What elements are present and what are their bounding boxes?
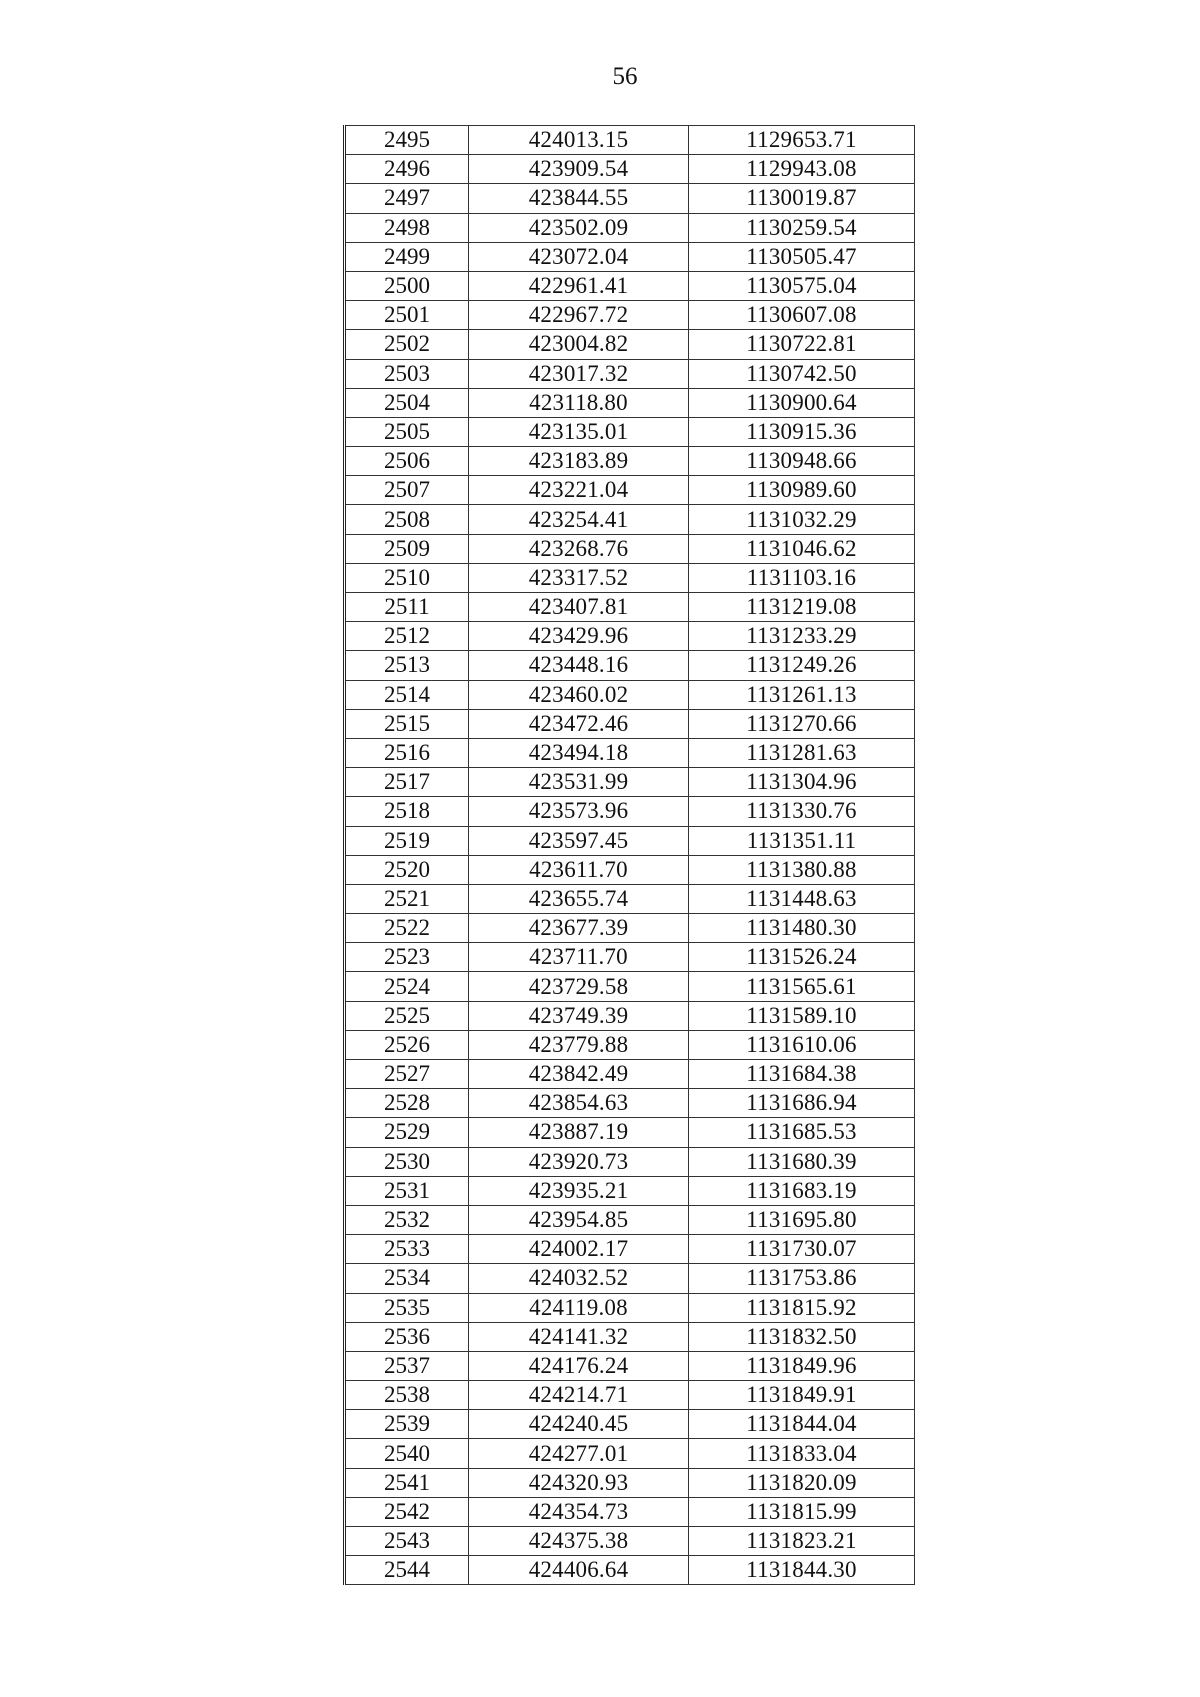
y-coordinate-cell: 1131695.80 — [689, 1205, 915, 1234]
x-coordinate-cell: 423407.81 — [469, 593, 689, 622]
table-row — [345, 1176, 915, 1205]
table-row — [345, 155, 915, 184]
table-body — [345, 126, 915, 1585]
x-coordinate-cell: 423118.80 — [469, 388, 689, 417]
table-row — [345, 1439, 915, 1468]
table-row — [345, 213, 915, 242]
x-coordinate-cell: 423677.39 — [469, 914, 689, 943]
y-coordinate-cell: 1131281.63 — [689, 738, 915, 767]
table-row — [345, 914, 915, 943]
x-coordinate-cell: 423472.46 — [469, 709, 689, 738]
point-number-cell: 2502 — [345, 330, 469, 359]
point-number-cell: 2540 — [345, 1439, 469, 1468]
point-number-cell: 2535 — [345, 1293, 469, 1322]
x-coordinate-cell: 423135.01 — [469, 417, 689, 446]
point-number-cell: 2511 — [345, 593, 469, 622]
point-number-cell: 2536 — [345, 1322, 469, 1351]
point-number-cell: 2523 — [345, 943, 469, 972]
point-number-cell: 2531 — [345, 1176, 469, 1205]
table-row — [345, 476, 915, 505]
x-coordinate-cell: 423072.04 — [469, 242, 689, 271]
y-coordinate-cell: 1131046.62 — [689, 534, 915, 563]
x-coordinate-cell: 424141.32 — [469, 1322, 689, 1351]
table-row — [345, 184, 915, 213]
y-coordinate-cell: 1130575.04 — [689, 271, 915, 300]
x-coordinate-cell: 423502.09 — [469, 213, 689, 242]
x-coordinate-cell: 423017.32 — [469, 359, 689, 388]
x-coordinate-cell: 423954.85 — [469, 1205, 689, 1234]
point-number-cell: 2514 — [345, 680, 469, 709]
table-row — [345, 330, 915, 359]
x-coordinate-cell: 423254.41 — [469, 505, 689, 534]
y-coordinate-cell: 1131685.53 — [689, 1118, 915, 1147]
y-coordinate-cell: 1131270.66 — [689, 709, 915, 738]
table-row — [345, 1030, 915, 1059]
x-coordinate-cell: 423460.02 — [469, 680, 689, 709]
coordinate-table — [343, 125, 915, 1585]
y-coordinate-cell: 1131844.04 — [689, 1410, 915, 1439]
x-coordinate-cell: 423887.19 — [469, 1118, 689, 1147]
y-coordinate-cell: 1131032.29 — [689, 505, 915, 534]
y-coordinate-cell: 1129653.71 — [689, 126, 915, 155]
table-row — [345, 417, 915, 446]
x-coordinate-cell: 423844.55 — [469, 184, 689, 213]
table-row — [345, 1235, 915, 1264]
y-coordinate-cell: 1131589.10 — [689, 1001, 915, 1030]
y-coordinate-cell: 1131233.29 — [689, 622, 915, 651]
table-row — [345, 1118, 915, 1147]
point-number-cell: 2496 — [345, 155, 469, 184]
y-coordinate-cell: 1131680.39 — [689, 1147, 915, 1176]
point-number-cell: 2534 — [345, 1264, 469, 1293]
x-coordinate-cell: 423221.04 — [469, 476, 689, 505]
x-coordinate-cell: 424176.24 — [469, 1351, 689, 1380]
point-number-cell: 2510 — [345, 563, 469, 592]
x-coordinate-cell: 423429.96 — [469, 622, 689, 651]
point-number-cell: 2519 — [345, 826, 469, 855]
point-number-cell: 2527 — [345, 1060, 469, 1089]
table-row — [345, 1060, 915, 1089]
table-row — [345, 271, 915, 300]
x-coordinate-cell: 423749.39 — [469, 1001, 689, 1030]
table-row — [345, 797, 915, 826]
table-row — [345, 1089, 915, 1118]
y-coordinate-cell: 1130900.64 — [689, 388, 915, 417]
x-coordinate-cell: 423573.96 — [469, 797, 689, 826]
y-coordinate-cell: 1130915.36 — [689, 417, 915, 446]
table-row — [345, 593, 915, 622]
table-row — [345, 1497, 915, 1526]
x-coordinate-cell: 423597.45 — [469, 826, 689, 855]
point-number-cell: 2530 — [345, 1147, 469, 1176]
x-coordinate-cell: 423448.16 — [469, 651, 689, 680]
point-number-cell: 2498 — [345, 213, 469, 242]
y-coordinate-cell: 1131448.63 — [689, 884, 915, 913]
point-number-cell: 2537 — [345, 1351, 469, 1380]
point-number-cell: 2508 — [345, 505, 469, 534]
y-coordinate-cell: 1131832.50 — [689, 1322, 915, 1351]
x-coordinate-cell: 423842.49 — [469, 1060, 689, 1089]
y-coordinate-cell: 1131844.30 — [689, 1556, 915, 1585]
table-row — [345, 943, 915, 972]
point-number-cell: 2513 — [345, 651, 469, 680]
y-coordinate-cell: 1130742.50 — [689, 359, 915, 388]
point-number-cell: 2517 — [345, 768, 469, 797]
page-number: 56 — [612, 63, 638, 90]
point-number-cell: 2515 — [345, 709, 469, 738]
table-row — [345, 1556, 915, 1585]
table-row — [345, 388, 915, 417]
x-coordinate-cell: 423711.70 — [469, 943, 689, 972]
x-coordinate-cell: 424119.08 — [469, 1293, 689, 1322]
table-row — [345, 1264, 915, 1293]
table-row — [345, 563, 915, 592]
table-row — [345, 242, 915, 271]
point-number-cell: 2539 — [345, 1410, 469, 1439]
y-coordinate-cell: 1131730.07 — [689, 1235, 915, 1264]
x-coordinate-cell: 423268.76 — [469, 534, 689, 563]
table-row — [345, 447, 915, 476]
y-coordinate-cell: 1131820.09 — [689, 1468, 915, 1497]
table-row — [345, 709, 915, 738]
y-coordinate-cell: 1131684.38 — [689, 1060, 915, 1089]
x-coordinate-cell: 423920.73 — [469, 1147, 689, 1176]
x-coordinate-cell: 423531.99 — [469, 768, 689, 797]
x-coordinate-cell: 423004.82 — [469, 330, 689, 359]
y-coordinate-cell: 1131103.16 — [689, 563, 915, 592]
point-number-cell: 2526 — [345, 1030, 469, 1059]
table-row — [345, 1293, 915, 1322]
x-coordinate-cell: 424277.01 — [469, 1439, 689, 1468]
table-row — [345, 1381, 915, 1410]
table-row — [345, 622, 915, 651]
table-row — [345, 1147, 915, 1176]
point-number-cell: 2516 — [345, 738, 469, 767]
x-coordinate-cell: 422961.41 — [469, 271, 689, 300]
x-coordinate-cell: 424354.73 — [469, 1497, 689, 1526]
table-row — [345, 534, 915, 563]
point-number-cell: 2521 — [345, 884, 469, 913]
y-coordinate-cell: 1130989.60 — [689, 476, 915, 505]
point-number-cell: 2507 — [345, 476, 469, 505]
y-coordinate-cell: 1131823.21 — [689, 1527, 915, 1556]
x-coordinate-cell: 423317.52 — [469, 563, 689, 592]
y-coordinate-cell: 1131526.24 — [689, 943, 915, 972]
y-coordinate-cell: 1131683.19 — [689, 1176, 915, 1205]
y-coordinate-cell: 1131249.26 — [689, 651, 915, 680]
point-number-cell: 2512 — [345, 622, 469, 651]
x-coordinate-cell: 423729.58 — [469, 972, 689, 1001]
point-number-cell: 2520 — [345, 855, 469, 884]
y-coordinate-cell: 1130505.47 — [689, 242, 915, 271]
x-coordinate-cell: 424375.38 — [469, 1527, 689, 1556]
x-coordinate-cell: 423611.70 — [469, 855, 689, 884]
point-number-cell: 2542 — [345, 1497, 469, 1526]
table-row — [345, 855, 915, 884]
y-coordinate-cell: 1131849.91 — [689, 1381, 915, 1410]
y-coordinate-cell: 1131686.94 — [689, 1089, 915, 1118]
point-number-cell: 2529 — [345, 1118, 469, 1147]
y-coordinate-cell: 1131833.04 — [689, 1439, 915, 1468]
y-coordinate-cell: 1131815.99 — [689, 1497, 915, 1526]
point-number-cell: 2505 — [345, 417, 469, 446]
point-number-cell: 2522 — [345, 914, 469, 943]
point-number-cell: 2518 — [345, 797, 469, 826]
y-coordinate-cell: 1129943.08 — [689, 155, 915, 184]
y-coordinate-cell: 1130019.87 — [689, 184, 915, 213]
x-coordinate-cell: 423909.54 — [469, 155, 689, 184]
point-number-cell: 2503 — [345, 359, 469, 388]
point-number-cell: 2497 — [345, 184, 469, 213]
table-row — [345, 1468, 915, 1497]
table-row — [345, 680, 915, 709]
table-row — [345, 359, 915, 388]
y-coordinate-cell: 1131304.96 — [689, 768, 915, 797]
x-coordinate-cell: 424214.71 — [469, 1381, 689, 1410]
table-row — [345, 1001, 915, 1030]
x-coordinate-cell: 423183.89 — [469, 447, 689, 476]
y-coordinate-cell: 1130948.66 — [689, 447, 915, 476]
x-coordinate-cell: 422967.72 — [469, 301, 689, 330]
y-coordinate-cell: 1131330.76 — [689, 797, 915, 826]
x-coordinate-cell: 424240.45 — [469, 1410, 689, 1439]
y-coordinate-cell: 1131380.88 — [689, 855, 915, 884]
y-coordinate-cell: 1131610.06 — [689, 1030, 915, 1059]
table-row — [345, 738, 915, 767]
y-coordinate-cell: 1131351.11 — [689, 826, 915, 855]
y-coordinate-cell: 1130722.81 — [689, 330, 915, 359]
y-coordinate-cell: 1131753.86 — [689, 1264, 915, 1293]
y-coordinate-cell: 1130259.54 — [689, 213, 915, 242]
point-number-cell: 2504 — [345, 388, 469, 417]
point-number-cell: 2509 — [345, 534, 469, 563]
x-coordinate-cell: 423494.18 — [469, 738, 689, 767]
y-coordinate-cell: 1131849.96 — [689, 1351, 915, 1380]
y-coordinate-cell: 1130607.08 — [689, 301, 915, 330]
x-coordinate-cell: 424406.64 — [469, 1556, 689, 1585]
table-row — [345, 884, 915, 913]
y-coordinate-cell: 1131219.08 — [689, 593, 915, 622]
x-coordinate-cell: 423779.88 — [469, 1030, 689, 1059]
table-row — [345, 826, 915, 855]
point-number-cell: 2528 — [345, 1089, 469, 1118]
x-coordinate-cell: 423655.74 — [469, 884, 689, 913]
point-number-cell: 2500 — [345, 271, 469, 300]
x-coordinate-cell: 424320.93 — [469, 1468, 689, 1497]
point-number-cell: 2501 — [345, 301, 469, 330]
y-coordinate-cell: 1131815.92 — [689, 1293, 915, 1322]
y-coordinate-cell: 1131565.61 — [689, 972, 915, 1001]
table-row — [345, 972, 915, 1001]
table-row — [345, 768, 915, 797]
point-number-cell: 2524 — [345, 972, 469, 1001]
point-number-cell: 2532 — [345, 1205, 469, 1234]
point-number-cell: 2525 — [345, 1001, 469, 1030]
point-number-cell: 2544 — [345, 1556, 469, 1585]
table-row — [345, 651, 915, 680]
point-number-cell: 2495 — [345, 126, 469, 155]
x-coordinate-cell: 423935.21 — [469, 1176, 689, 1205]
table-row — [345, 505, 915, 534]
table-row — [345, 1322, 915, 1351]
x-coordinate-cell: 423854.63 — [469, 1089, 689, 1118]
x-coordinate-cell: 424002.17 — [469, 1235, 689, 1264]
point-number-cell: 2543 — [345, 1527, 469, 1556]
point-number-cell: 2506 — [345, 447, 469, 476]
point-number-cell: 2533 — [345, 1235, 469, 1264]
x-coordinate-cell: 424032.52 — [469, 1264, 689, 1293]
table-row — [345, 1527, 915, 1556]
table-row — [345, 1351, 915, 1380]
x-coordinate-cell: 424013.15 — [469, 126, 689, 155]
y-coordinate-cell: 1131480.30 — [689, 914, 915, 943]
point-number-cell: 2541 — [345, 1468, 469, 1497]
point-number-cell: 2499 — [345, 242, 469, 271]
point-number-cell: 2538 — [345, 1381, 469, 1410]
table-row — [345, 1410, 915, 1439]
table-row — [345, 126, 915, 155]
table-row — [345, 301, 915, 330]
table-row — [345, 1205, 915, 1234]
y-coordinate-cell: 1131261.13 — [689, 680, 915, 709]
